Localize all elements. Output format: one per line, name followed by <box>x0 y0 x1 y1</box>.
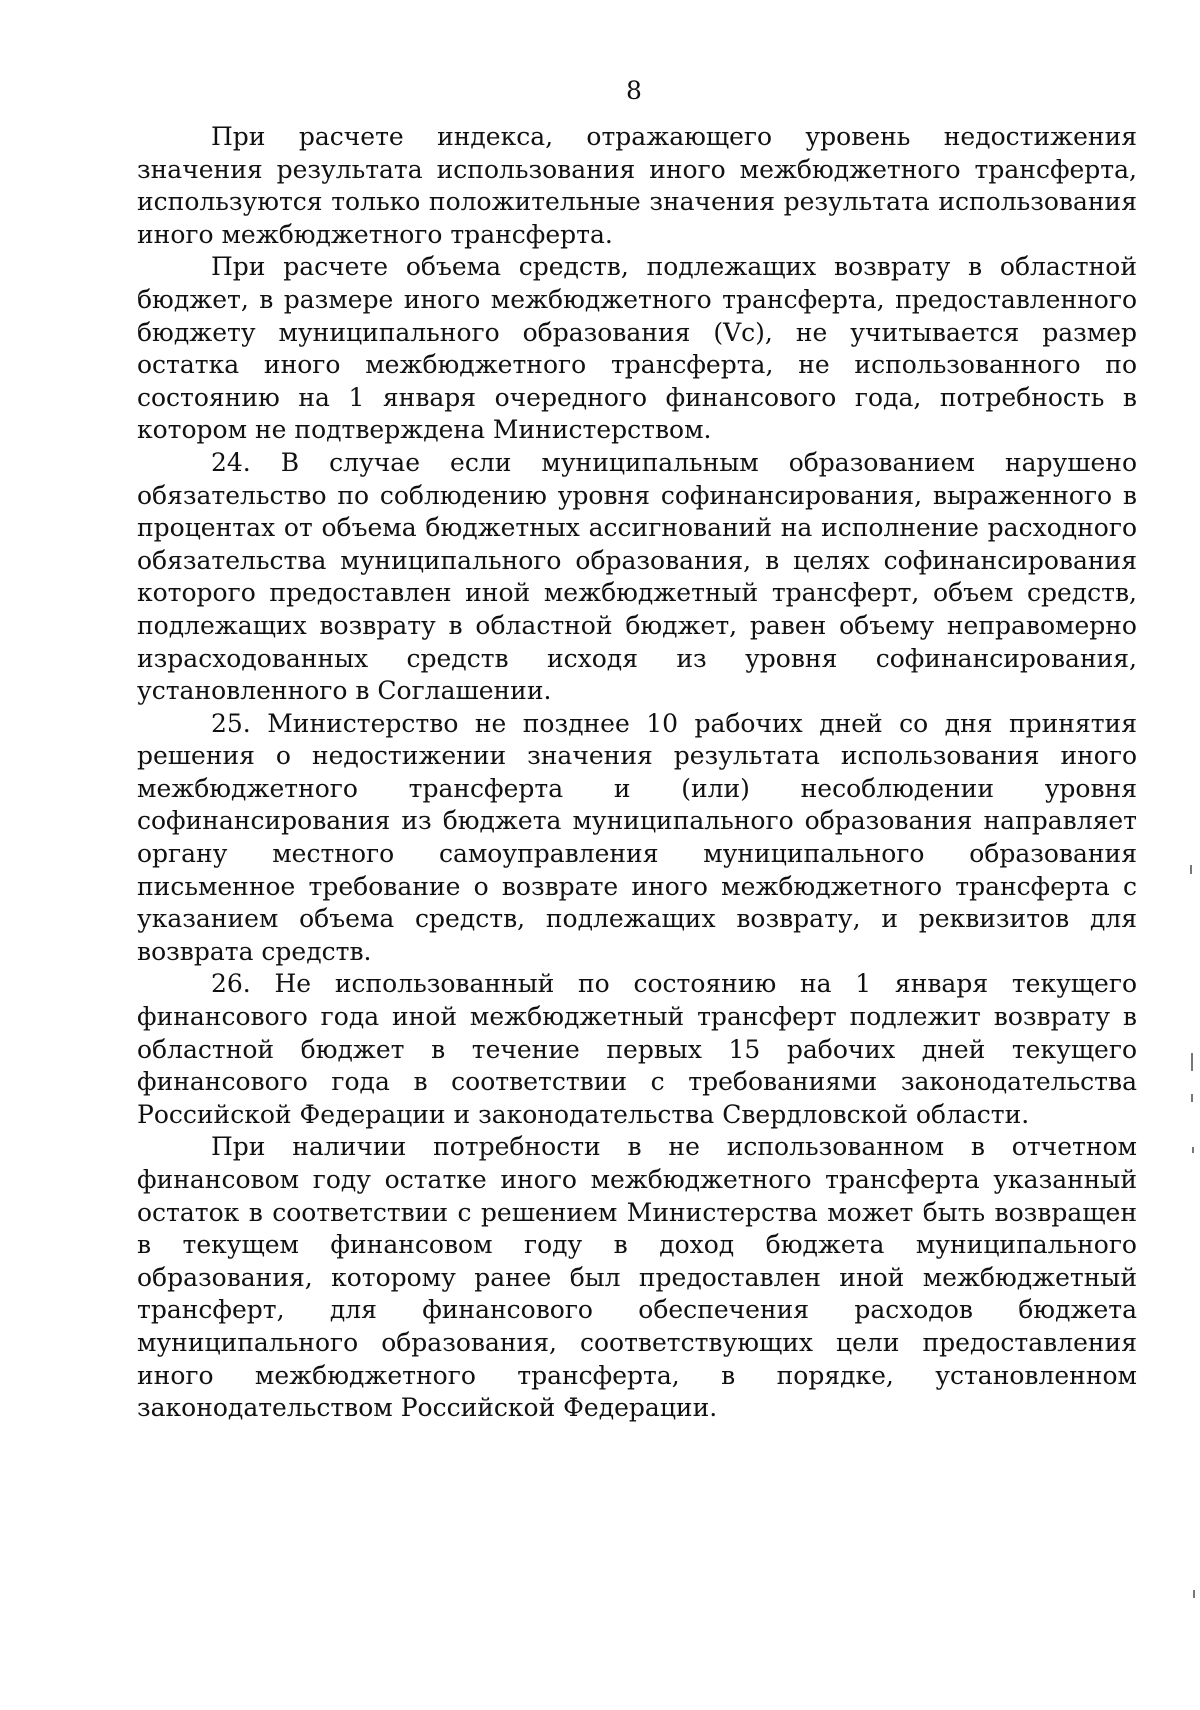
scan-mark <box>1190 865 1192 874</box>
page-number: 8 <box>626 76 642 105</box>
scan-mark <box>1192 1147 1194 1153</box>
paragraph-item-24: 24. В случае если муниципальным образованием нарушено обязательство по соблюдению уровня софинансирования, выраженного в процентах от объема бюджетных ассигнований на исполнение расходного обязательства муниципального образования, в целях софинансирования которого предоставлен иной межбюджетный трансферт, объем средств, подлежащих возврату в областной бюджет, равен объему неправомерно израсходованных средств исходя из уровня софинансирования, установленного в Соглашении. <box>137 447 1137 706</box>
paragraph-remaining-balance: При наличии потребности в не использованном в отчетном финансовом году остатке иного межбюджетного трансферта указанный остаток в соответствии с решением Министерства может быть возвращен в текущем финансовом году в доход бюджета муниципального образования, которому ранее был предоставлен иной межбюджетный трансферт, для финансового обеспечения расходов бюджета муниципального образования, соответствующих цели предоставления иного межбюджетного трансферта, в порядке, установленном законодательством Российской Федерации. <box>137 1132 1137 1423</box>
document-body <box>137 121 1137 1425</box>
paragraph-item-26: 26. Не использованный по состоянию на 1 января текущего финансового года иной межбюджетный трансферт подлежит возврату в областной бюджет в течение первых 15 рабочих дней текущего финансового года в соответствии с требованиями законодательства Российской Федерации и законодательства Свердловской области. <box>137 969 1137 1129</box>
paragraph-return-volume-calculation: При расчете объема средств, подлежащих возврату в областной бюджет, в размере иного межбюджетного трансферта, предоставленного бюджету муниципального образования (Vc), не учитывается размер остатка иного межбюджетного трансферта, не использованного по состоянию на 1 января очередного финансового года, потребность в котором не подтверждена Министерством. <box>137 252 1137 445</box>
scan-mark <box>1191 1053 1193 1071</box>
paragraph-item-25: 25. Министерство не позднее 10 рабочих дней со дня принятия решения о недостижении значения результата использования иного межбюджетного трансферта и (или) несоблюдении уровня софинансирования из бюджета муниципального образования направляет органу местного самоуправления муниципального образования письменное требование о возврате иного межбюджетного трансферта с указанием объема средств, подлежащих возврату, и реквизитов для возврата средств. <box>137 708 1137 966</box>
paragraph-index-calculation: При расчете индекса, отражающего уровень недостижения значения результата использования иного межбюджетного трансферта, используются только положительные значения результата использования иного межбюджетного трансферта. <box>137 122 1137 249</box>
scan-mark <box>1191 1094 1193 1102</box>
scan-mark <box>1193 1590 1195 1598</box>
